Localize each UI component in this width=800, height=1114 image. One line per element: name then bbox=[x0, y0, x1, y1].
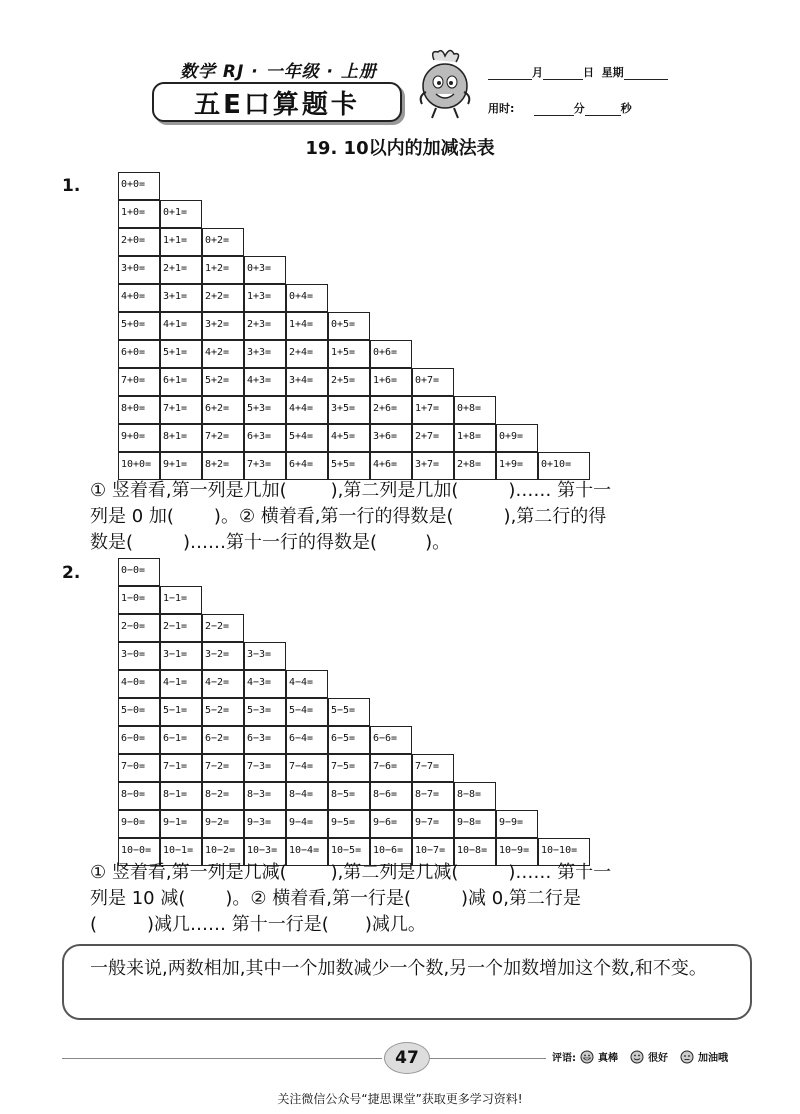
subtraction-table-cell: 0−0= bbox=[118, 558, 160, 586]
addition-table-cell: 5+5= bbox=[328, 452, 370, 480]
addition-table-cell: 4+4= bbox=[286, 396, 328, 424]
subtraction-table-cell: 7−0= bbox=[118, 754, 160, 782]
question-2-text bbox=[90, 860, 756, 938]
evaluation-keep-going: 加油哦 bbox=[698, 1053, 728, 1064]
question-1-number: 1. bbox=[62, 176, 81, 196]
month-label: 月 bbox=[532, 66, 543, 79]
minutes-blank[interactable] bbox=[534, 103, 574, 116]
addition-table-cell: 4+2= bbox=[202, 340, 244, 368]
addition-table-cell: 0+7= bbox=[412, 368, 454, 396]
subtraction-table-cell: 3−3= bbox=[244, 642, 286, 670]
addition-table-cell: 4+0= bbox=[118, 284, 160, 312]
subtraction-table-cell: 9−3= bbox=[244, 810, 286, 838]
addition-table-cell: 2+4= bbox=[286, 340, 328, 368]
footer-note: 关注微信公众号“捷思课堂”获取更多学习资料! bbox=[277, 1092, 523, 1106]
evaluation-great: 真棒 bbox=[598, 1053, 618, 1064]
time-label: 用时: bbox=[488, 102, 515, 115]
subtraction-table-cell: 1−1= bbox=[160, 586, 202, 614]
subtraction-table-cell: 10−2= bbox=[202, 838, 244, 866]
addition-table-cell: 2+0= bbox=[118, 228, 160, 256]
weekday-blank[interactable] bbox=[624, 67, 668, 80]
subtraction-table-cell: 8−8= bbox=[454, 782, 496, 810]
subtraction-table-cell: 5−3= bbox=[244, 698, 286, 726]
addition-table-cell: 0+6= bbox=[370, 340, 412, 368]
question-2-line-2: 列是 10 减( )。② 横着看,第一行是( )减 0,第二行是 bbox=[90, 888, 581, 909]
subtraction-table-cell: 10−10= bbox=[538, 838, 590, 866]
addition-table-cell: 6+4= bbox=[286, 452, 328, 480]
addition-table-cell: 7+3= bbox=[244, 452, 286, 480]
addition-table-cell: 1+3= bbox=[244, 284, 286, 312]
mascot-illustration bbox=[414, 48, 476, 120]
addition-table-cell: 0+8= bbox=[454, 396, 496, 424]
lesson-title: 19. 10以内的加减法表 bbox=[305, 138, 495, 159]
addition-table-cell: 3+6= bbox=[370, 424, 412, 452]
subtraction-table-cell: 9−5= bbox=[328, 810, 370, 838]
date-line bbox=[488, 64, 668, 80]
addition-table-cell: 2+1= bbox=[160, 256, 202, 284]
addition-table-cell: 4+6= bbox=[370, 452, 412, 480]
addition-table-cell: 9+0= bbox=[118, 424, 160, 452]
addition-table-cell: 2+2= bbox=[202, 284, 244, 312]
subtraction-table-cell: 3−2= bbox=[202, 642, 244, 670]
addition-table-cell: 1+0= bbox=[118, 200, 160, 228]
addition-table-cell: 2+6= bbox=[370, 396, 412, 424]
subtraction-table-cell: 7−2= bbox=[202, 754, 244, 782]
addition-table-cell: 5+2= bbox=[202, 368, 244, 396]
evaluation-good: 很好 bbox=[648, 1053, 668, 1064]
subtraction-table-cell: 9−6= bbox=[370, 810, 412, 838]
subtraction-table-cell: 7−3= bbox=[244, 754, 286, 782]
addition-table-cell: 6+1= bbox=[160, 368, 202, 396]
subtraction-table-cell: 9−7= bbox=[412, 810, 454, 838]
subtraction-table-cell: 8−6= bbox=[370, 782, 412, 810]
subtraction-table-cell: 4−2= bbox=[202, 670, 244, 698]
addition-table-cell: 2+8= bbox=[454, 452, 496, 480]
subtraction-table-cell: 4−4= bbox=[286, 670, 328, 698]
addition-table-cell: 0+10= bbox=[538, 452, 590, 480]
addition-table-cell: 2+5= bbox=[328, 368, 370, 396]
subtraction-table-cell: 9−8= bbox=[454, 810, 496, 838]
subtraction-table-cell: 10−8= bbox=[454, 838, 496, 866]
addition-table-cell: 4+1= bbox=[160, 312, 202, 340]
subtraction-table-cell: 6−5= bbox=[328, 726, 370, 754]
subtraction-table-cell: 6−3= bbox=[244, 726, 286, 754]
addition-table-cell: 3+7= bbox=[412, 452, 454, 480]
subtraction-table-cell: 10−1= bbox=[160, 838, 202, 866]
addition-table-cell: 10+0= bbox=[118, 452, 160, 480]
subtraction-table-cell: 10−9= bbox=[496, 838, 538, 866]
subtraction-table-cell: 3−1= bbox=[160, 642, 202, 670]
subtraction-table-cell: 3−0= bbox=[118, 642, 160, 670]
addition-table-cell: 3+4= bbox=[286, 368, 328, 396]
addition-table-cell: 5+1= bbox=[160, 340, 202, 368]
addition-table-cell: 0+2= bbox=[202, 228, 244, 256]
subtraction-table-cell: 10−5= bbox=[328, 838, 370, 866]
subtraction-table-cell: 5−2= bbox=[202, 698, 244, 726]
evaluation-label: 评语: bbox=[552, 1053, 576, 1064]
subtraction-table-cell: 5−5= bbox=[328, 698, 370, 726]
addition-table-cell: 3+1= bbox=[160, 284, 202, 312]
subtraction-table-cell: 7−1= bbox=[160, 754, 202, 782]
subtraction-table-cell: 4−1= bbox=[160, 670, 202, 698]
subtraction-table-cell: 8−2= bbox=[202, 782, 244, 810]
addition-table-cell: 6+3= bbox=[244, 424, 286, 452]
addition-table-cell: 5+4= bbox=[286, 424, 328, 452]
addition-table-cell: 1+1= bbox=[160, 228, 202, 256]
subtraction-table-cell: 9−9= bbox=[496, 810, 538, 838]
addition-table-cell: 0+1= bbox=[160, 200, 202, 228]
subtraction-table-cell: 7−7= bbox=[412, 754, 454, 782]
subtraction-table-cell: 5−1= bbox=[160, 698, 202, 726]
addition-table-cell: 2+7= bbox=[412, 424, 454, 452]
footer-divider bbox=[428, 1058, 546, 1059]
page-number-badge bbox=[384, 1042, 430, 1074]
addition-table-cell: 3+0= bbox=[118, 256, 160, 284]
addition-table-cell: 4+5= bbox=[328, 424, 370, 452]
day-blank[interactable] bbox=[543, 67, 583, 80]
subtraction-table-cell: 8−1= bbox=[160, 782, 202, 810]
subtraction-table-cell: 5−4= bbox=[286, 698, 328, 726]
footer-divider bbox=[62, 1058, 382, 1059]
addition-table-cell: 7+1= bbox=[160, 396, 202, 424]
subtraction-table-cell: 10−4= bbox=[286, 838, 328, 866]
addition-table-cell: 1+7= bbox=[412, 396, 454, 424]
day-label: 日 bbox=[583, 66, 594, 79]
addition-table-cell: 3+5= bbox=[328, 396, 370, 424]
minutes-label: 分 bbox=[573, 102, 585, 115]
addition-table-cell: 0+0= bbox=[118, 172, 160, 200]
subtraction-table-cell: 8−4= bbox=[286, 782, 328, 810]
subtraction-table-cell: 6−0= bbox=[118, 726, 160, 754]
subtraction-table-cell: 6−2= bbox=[202, 726, 244, 754]
addition-table-cell: 7+2= bbox=[202, 424, 244, 452]
question-2-line-3: ( )减几…… 第十一行是( )减几。 bbox=[90, 914, 426, 935]
addition-table-cell: 4+3= bbox=[244, 368, 286, 396]
seconds-label: 秒 bbox=[620, 102, 632, 115]
question-1-line-3: 数是( )……第十一行的得数是( )。 bbox=[90, 532, 451, 553]
addition-table-cell: 8+1= bbox=[160, 424, 202, 452]
addition-table-cell: 6+0= bbox=[118, 340, 160, 368]
addition-table-cell: 0+3= bbox=[244, 256, 286, 284]
seconds-blank[interactable] bbox=[585, 103, 621, 116]
addition-table-cell: 1+9= bbox=[496, 452, 538, 480]
subtraction-table-cell: 9−2= bbox=[202, 810, 244, 838]
subtraction-table-cell: 5−0= bbox=[118, 698, 160, 726]
subtraction-table-cell: 6−4= bbox=[286, 726, 328, 754]
question-1-line-2: 列是 0 加( )。② 横着看,第一行的得数是( ),第二行的得 bbox=[90, 506, 607, 527]
subtraction-table-cell: 8−0= bbox=[118, 782, 160, 810]
weekday-label: 星期 bbox=[601, 66, 624, 79]
subtraction-table-cell: 8−3= bbox=[244, 782, 286, 810]
subtraction-table-cell: 10−3= bbox=[244, 838, 286, 866]
question-2-number: 2. bbox=[62, 563, 81, 583]
addition-table-cell: 6+2= bbox=[202, 396, 244, 424]
addition-table-cell: 0+9= bbox=[496, 424, 538, 452]
subtraction-table-cell: 6−1= bbox=[160, 726, 202, 754]
brand-title: 五E口算题卡 bbox=[152, 82, 402, 122]
subtraction-table-cell: 8−5= bbox=[328, 782, 370, 810]
subtraction-table-cell: 10−7= bbox=[412, 838, 454, 866]
addition-table-cell: 0+4= bbox=[286, 284, 328, 312]
book-subject: 数学 RJ · 一年级 · 上册 bbox=[180, 62, 377, 82]
subtraction-table-cell: 9−4= bbox=[286, 810, 328, 838]
addition-table-cell: 9+1= bbox=[160, 452, 202, 480]
question-1-text bbox=[90, 478, 756, 556]
subtraction-table-cell: 8−7= bbox=[412, 782, 454, 810]
evaluation-row bbox=[552, 1049, 728, 1064]
subtraction-table-cell: 10−0= bbox=[118, 838, 160, 866]
addition-table-cell: 7+0= bbox=[118, 368, 160, 396]
subtraction-table-cell: 2−1= bbox=[160, 614, 202, 642]
addition-table-cell: 5+0= bbox=[118, 312, 160, 340]
subtraction-table-cell: 7−5= bbox=[328, 754, 370, 782]
addition-table-cell: 1+6= bbox=[370, 368, 412, 396]
page-number: 47 bbox=[395, 1048, 419, 1068]
subtraction-table-cell: 9−0= bbox=[118, 810, 160, 838]
subtraction-table-cell: 4−0= bbox=[118, 670, 160, 698]
addition-table-cell: 8+0= bbox=[118, 396, 160, 424]
addition-table-cell: 1+4= bbox=[286, 312, 328, 340]
rule-summary-box bbox=[62, 944, 752, 1020]
subtraction-table-cell: 6−6= bbox=[370, 726, 412, 754]
addition-table-cell: 3+2= bbox=[202, 312, 244, 340]
subtraction-table-cell: 2−2= bbox=[202, 614, 244, 642]
question-2-line-1: ① 竖着看,第一列是几减( ),第二列是几减( )…… 第十一 bbox=[90, 862, 612, 883]
subtraction-table-cell: 7−4= bbox=[286, 754, 328, 782]
subtraction-table-cell: 10−6= bbox=[370, 838, 412, 866]
addition-table-cell: 1+5= bbox=[328, 340, 370, 368]
laughing-face-icon[interactable] bbox=[580, 1050, 594, 1064]
addition-table-cell: 5+3= bbox=[244, 396, 286, 424]
addition-table-cell: 1+8= bbox=[454, 424, 496, 452]
question-1-line-1: ① 竖着看,第一列是几加( ),第二列是几加( )…… 第十一 bbox=[90, 480, 612, 501]
addition-table-cell: 1+2= bbox=[202, 256, 244, 284]
subtraction-table-cell: 7−6= bbox=[370, 754, 412, 782]
month-blank[interactable] bbox=[488, 67, 532, 80]
subtraction-table-cell: 4−3= bbox=[244, 670, 286, 698]
addition-table-cell: 0+5= bbox=[328, 312, 370, 340]
addition-table-cell: 3+3= bbox=[244, 340, 286, 368]
time-line bbox=[488, 100, 632, 116]
subtraction-table-cell: 1−0= bbox=[118, 586, 160, 614]
rule-text: 一般来说,两数相加,其中一个加数减少一个数,另一个加数增加这个数,和不变。 bbox=[90, 958, 707, 979]
subtraction-table-cell: 2−0= bbox=[118, 614, 160, 642]
subtraction-table-cell: 9−1= bbox=[160, 810, 202, 838]
addition-table-cell: 2+3= bbox=[244, 312, 286, 340]
addition-table-cell: 8+2= bbox=[202, 452, 244, 480]
determined-face-icon[interactable] bbox=[680, 1050, 694, 1064]
smiling-face-icon[interactable] bbox=[630, 1050, 644, 1064]
